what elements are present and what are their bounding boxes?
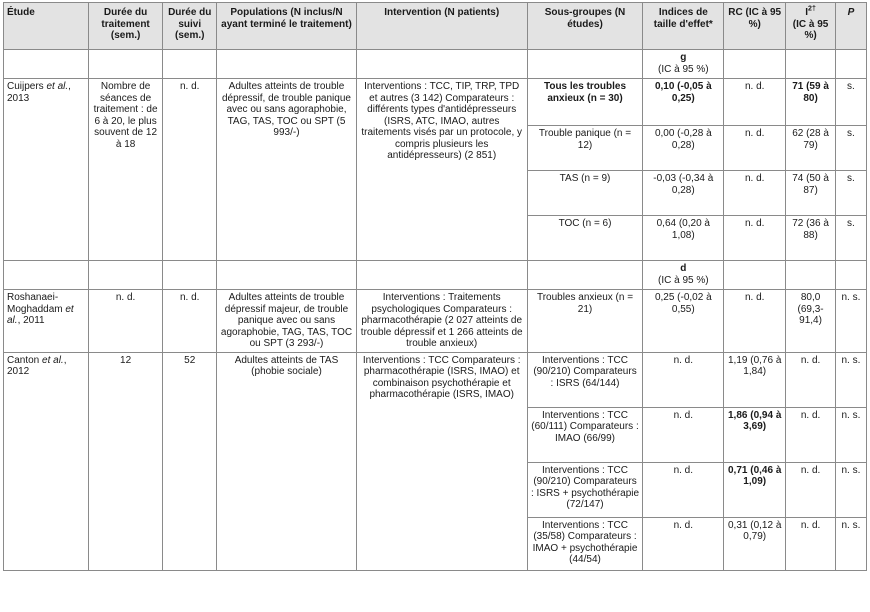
col-header-p: P: [835, 3, 866, 50]
cuijpers-metric-cell: [643, 50, 724, 79]
cuijpers-rc-0: n. d.: [724, 79, 786, 126]
comparison-table: [3, 2, 867, 571]
col-header-duree-suivi: Durée du suivi (sem.): [163, 3, 217, 50]
roshanaei-rc: n. d.: [724, 290, 786, 353]
cuijpers-rc-3: n. d.: [724, 216, 786, 261]
canton-intervention: Interventions : TCC Comparateurs : pharmacothérapie (ISRS, IMAO) et combinaison psychothérapie et pharmacothérapie (ISRS, IMAO): [356, 352, 527, 570]
canton-i2-0: n. d.: [786, 352, 836, 407]
cuijpers-indice-0: 0,10 (-0,05 à 0,25): [643, 79, 724, 126]
canton-indice-3: n. d.: [643, 517, 724, 570]
col-header-duree-traitement: Durée du traitement (sem.): [88, 3, 163, 50]
cuijpers-i2-0: 71 (59 à 80): [786, 79, 836, 126]
canton-indice-0: n. d.: [643, 352, 724, 407]
canton-etude: Canton et al., 2012: [4, 352, 89, 570]
table-row: [4, 290, 867, 353]
i2-base: I: [805, 7, 809, 18]
canton-duree-traitement: 12: [88, 352, 163, 570]
roshanaei-sous-groupe: Troubles anxieux (n = 21): [527, 290, 643, 353]
canton-p-2: n. s.: [835, 462, 866, 517]
roshanaei-populations: Adultes atteints de trouble dépressif majeur, de trouble panique avec ou sans agoraphobie, TAG, TAS, TOC ou SPT (3 293/-): [217, 290, 357, 353]
canton-rc-0: 1,19 (0,76 à 1,84): [724, 352, 786, 407]
canton-p-1: n. s.: [835, 407, 866, 462]
canton-indice-2: n. d.: [643, 462, 724, 517]
roshanaei-indice: 0,25 (-0,02 à 0,55): [643, 290, 724, 353]
cuijpers-sous-groupe-3: TOC (n = 6): [527, 216, 643, 261]
cuijpers-p-1: s.: [835, 126, 866, 171]
canton-sous-groupe-2: Interventions : TCC (90/210) Comparateurs : ISRS + psychothérapie (72/147): [527, 462, 643, 517]
col-header-i2: [786, 3, 836, 50]
roshanaei-metric-label: d: [680, 263, 687, 274]
canton-i2-3: n. d.: [786, 517, 836, 570]
canton-i2-1: n. d.: [786, 407, 836, 462]
roshanaei-metric-cell: [643, 261, 724, 290]
canton-sous-groupe-0: Interventions : TCC (90/210) Comparateurs : ISRS (64/144): [527, 352, 643, 407]
cuijpers-p-2: s.: [835, 171, 866, 216]
cuijpers-duree-suivi: n. d.: [163, 79, 217, 261]
roshanaei-duree-suivi: n. d.: [163, 290, 217, 353]
cuijpers-populations: Adultes atteints de trouble dépressif, de trouble panique avec ou sans agoraphobie, TAG, TAS, TOC ou SPT (5 993/-): [217, 79, 357, 261]
cuijpers-metric-row: [4, 50, 867, 79]
cuijpers-rc-1: n. d.: [724, 126, 786, 171]
canton-populations: Adultes atteints de TAS (phobie sociale): [217, 352, 357, 570]
cuijpers-p-3: s.: [835, 216, 866, 261]
roshanaei-p: n. s.: [835, 290, 866, 353]
i2-rest: (IC à 95 %): [792, 18, 829, 41]
cuijpers-sous-groupe-2: TAS (n = 9): [527, 171, 643, 216]
roshanaei-etude: Roshanaei-Moghaddam et al., 2011: [4, 290, 89, 353]
cuijpers-indice-1: 0,00 (-0,28 à 0,28): [643, 126, 724, 171]
canton-indice-1: n. d.: [643, 407, 724, 462]
cuijpers-rc-2: n. d.: [724, 171, 786, 216]
cuijpers-duree-traitement: Nombre de séances de traitement : de 6 à 20, le plus souvent de 12 à 18: [88, 79, 163, 261]
col-header-sous-groupes: Sous-groupes (N études): [527, 3, 643, 50]
cuijpers-etude: Cuijpers et al., 2013: [4, 79, 89, 261]
canton-duree-suivi: 52: [163, 352, 217, 570]
canton-rc-1: 1,86 (0,94 à 3,69): [724, 407, 786, 462]
cuijpers-intervention: Interventions : TCC, TIP, TRP, TPD et autres (3 142) Comparateurs : différents types d'antidépresseurs (ISRS, ATC, IMAO, autres traitements visés par un protocole, y compris plusieurs les antidépresseurs) (2 851): [356, 79, 527, 261]
canton-rc-2: 0,71 (0,46 à 1,09): [724, 462, 786, 517]
cuijpers-metric-label: g: [680, 52, 687, 63]
canton-i2-2: n. d.: [786, 462, 836, 517]
roshanaei-metric-row: [4, 261, 867, 290]
cuijpers-i2-2: 74 (50 à 87): [786, 171, 836, 216]
col-header-etude: Étude: [4, 3, 89, 50]
cuijpers-i2-3: 72 (36 à 88): [786, 216, 836, 261]
roshanaei-intervention: Interventions : Traitements psychologiques Comparateurs : pharmacothérapie (2 027 atteints de trouble dépressif et 1 266 atteints de trouble anxieux): [356, 290, 527, 353]
cuijpers-indice-2: -0,03 (-0,34 à 0,28): [643, 171, 724, 216]
col-header-rc: RC (IC à 95 %): [724, 3, 786, 50]
cuijpers-p-0: s.: [835, 79, 866, 126]
canton-sous-groupe-1: Interventions : TCC (60/111) Comparateurs : IMAO (66/99): [527, 407, 643, 462]
cuijpers-metric-ci: (IC à 95 %): [658, 63, 709, 75]
canton-rc-3: 0,31 (0,12 à 0,79): [724, 517, 786, 570]
roshanaei-i2: 80,0 (69,3-91,4): [786, 290, 836, 353]
i2-sup: 2†: [808, 5, 816, 13]
table-row: [4, 352, 867, 407]
col-header-indices: Indices de taille d'effet*: [643, 3, 724, 50]
col-header-intervention: Intervention (N patients): [356, 3, 527, 50]
canton-p-3: n. s.: [835, 517, 866, 570]
cuijpers-sous-groupe-0: Tous les troubles anxieux (n = 30): [527, 79, 643, 126]
roshanaei-metric-ci: (IC à 95 %): [658, 274, 709, 286]
header-row: [4, 3, 867, 50]
col-header-populations: Populations (N inclus/N ayant terminé le traitement): [217, 3, 357, 50]
cuijpers-sous-groupe-1: Trouble panique (n = 12): [527, 126, 643, 171]
cuijpers-i2-1: 62 (28 à 79): [786, 126, 836, 171]
roshanaei-duree-traitement: n. d.: [88, 290, 163, 353]
canton-sous-groupe-3: Interventions : TCC (35/58) Comparateurs : IMAO + psychothérapie (44/54): [527, 517, 643, 570]
cuijpers-indice-3: 0,64 (0,20 à 1,08): [643, 216, 724, 261]
table-row: [4, 79, 867, 126]
canton-p-0: n. s.: [835, 352, 866, 407]
